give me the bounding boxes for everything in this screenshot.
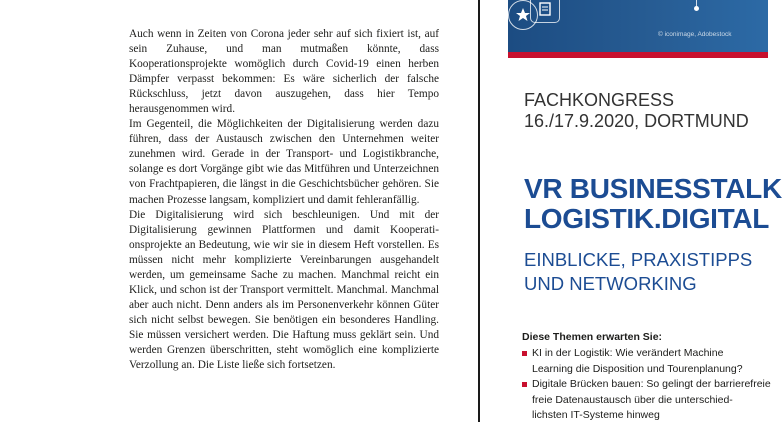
ad-page [480, 0, 782, 422]
topics-heading: Diese Themen erwarten Sie: [522, 331, 663, 343]
hero-image [508, 0, 768, 52]
ad-headline [524, 174, 782, 234]
article-text [129, 27, 439, 373]
topic-line: freie Datenaustausch über die unterschied- [532, 393, 733, 406]
list-item [520, 377, 771, 424]
image-credit: © iconimage, Adobestock [658, 31, 732, 38]
topics-list [520, 346, 771, 424]
list-item [520, 346, 771, 377]
article-paragraph-2: Im Gegenteil, die Möglichkeiten der Digitalisierung werden dazu führen, dass der Austausch zwischen den Unternehmen weiter zunehmen wird. Gerade in der Transport- und Logistikbranche, solange es dort Vorgänge gibt wie das Mitführen und Unterzeichnen von Frachtpapieren, die längst in die Geschichtsbücher gehören. Sie machen Prozesse langsam, kompliziert und damit fehleranfällig. [129, 118, 439, 206]
ad-subline [524, 248, 752, 296]
event-date-place: 16./17.9.2020, DORTMUND [524, 111, 749, 131]
star-icon [508, 0, 538, 30]
headline-line-2: LOGISTIK.DIGITAL [524, 203, 770, 234]
subline-line-2: UND NETWORKING [524, 273, 697, 294]
topic-line: KI in der Logistik: Wie verändert Machine [532, 347, 724, 359]
topic-line: Digitale Brücken bauen: So gelingt der barrierefreie [532, 378, 771, 391]
headline-line-1: VR BUSINESSTALK [524, 173, 782, 204]
bullet-square-icon [522, 351, 527, 356]
network-node [694, 6, 699, 11]
event-type: FACHKONGRESS [524, 90, 675, 110]
bullet-square-icon [522, 382, 527, 387]
topic-line: lichsten IT-Systeme hinweg [532, 409, 660, 422]
event-info [524, 90, 749, 132]
subline-line-1: EINBLICKE, PRAXISTIPPS [524, 249, 753, 270]
article-paragraph-3: Die Digitalisierung wird sich beschleunigen. Und mit der Digitalisierung gewinnen Plattformen und damit Kooperationsprojekte an Bedeutung, wie wir sie in diesem Heft vorstellen. Es müssen nicht mehr komplizierte Vereinbarungen ausgehandelt werden, um gemeinsame Sache zu machen. Manchmal reicht ein Klick, und schon ist der Transport vermittelt. Manchmal. Manchmal aber auch nicht. Denn anders als im Personenverkehr können Güter sich nicht selbst bewegen. Sie benötigen ein besonderes Handling. Sie müssen versichert werden. Die Haftung muss geklärt sein. Und werden Grenzen überschritten, steht womöglich eine komplizierte Verzollung an. Die Liste ließe sich fortsetzen. [129, 208, 439, 372]
accent-bar [508, 52, 768, 58]
topic-line: Learning die Disposition und Tourenplanung? [532, 362, 743, 375]
article-paragraph-1: Auch wenn in Zeiten von Corona jeder sehr auf sich fixiert ist, auf sein Zuhause, und man mutmaßen könnte, dass Kooperationsprojekte womöglich durch Covid-19 einen herben Dämpfer verpasst bekommen: Es wäre sicherlich der falsche Rückschluss, jetzt davon auszugehen, dass hier Tempo herausgenommen wird. [129, 28, 439, 116]
